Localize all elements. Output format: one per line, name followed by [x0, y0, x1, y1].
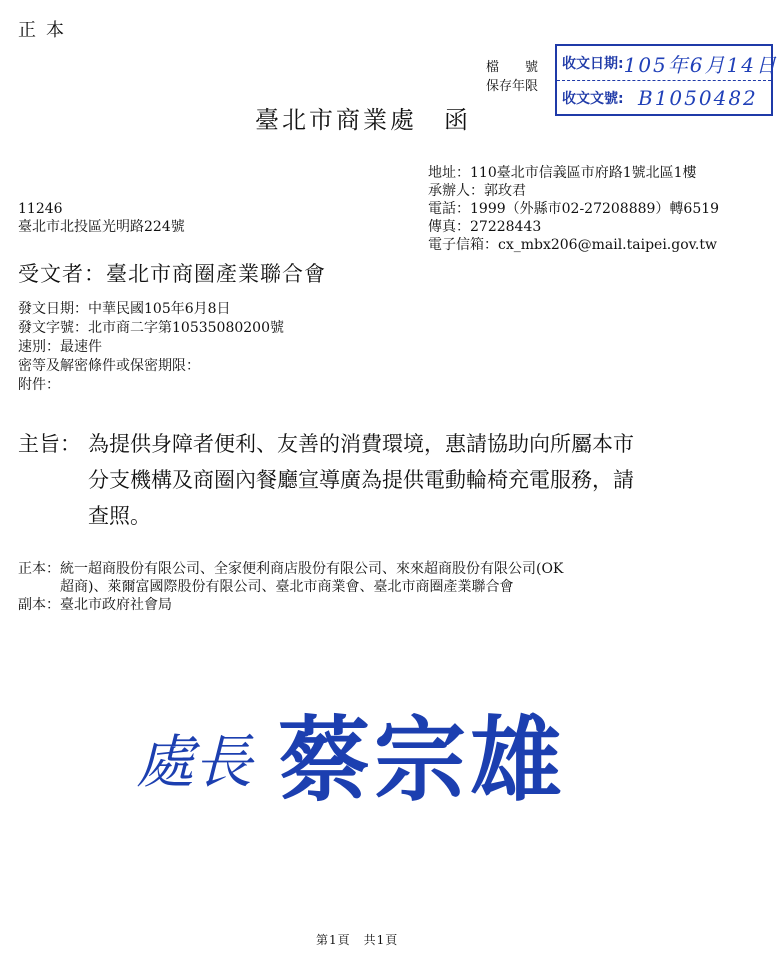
subject-line-2: 分支機構及商圈內餐廳宣導廣為提供電動輪椅充電服務，請 [88, 468, 634, 492]
stamp-date-row [557, 46, 778, 81]
signature-title: 處長 [136, 728, 253, 796]
sender-info [428, 164, 719, 254]
issue-date: 發文日期：中華民國105年6月8日 [18, 301, 231, 317]
doc-number: 發文字號：北市商二字第10535080200號 [18, 320, 284, 336]
stamp-date-label: 收文日期: [562, 56, 624, 72]
attachment: 附件： [18, 377, 60, 393]
postal-code: 11246 [18, 201, 63, 217]
subject-line-3: 查照。 [88, 504, 151, 528]
agency-title: 臺北市商業處 函 [255, 106, 471, 134]
recipient-address [18, 200, 185, 236]
subject-label: 主旨： [18, 432, 81, 456]
stamp-number-label: 收文文號: [562, 91, 624, 107]
sender-phone: 電話：1999（外縣市02-27208889）轉6519 [428, 201, 720, 217]
signature-stamp [128, 690, 578, 820]
copy-mark: 正本 [18, 20, 74, 41]
distribution [18, 560, 563, 614]
recipient: 受文者：臺北市商圈產業聯合會 [18, 262, 326, 286]
stamp-number-value: B1050482 [638, 86, 758, 110]
sender-email: 電子信箱：cx_mbx206@mail.taipei.gov.tw [428, 237, 717, 253]
secrecy: 密等及解密條件或保密期限： [18, 358, 200, 374]
signature-name: 蔡宗雄 [278, 706, 567, 814]
speed: 速別：最速件 [18, 339, 102, 355]
original-recipients-line-1: 正本：統一超商股份有限公司、全家便利商店股份有限公司、來來超商股份有限公司(OK [18, 561, 564, 577]
signature-seal [128, 690, 578, 820]
stamp-number-row [557, 81, 771, 115]
file-info [486, 58, 538, 96]
sender-handler: 承辦人：郭玫君 [428, 183, 526, 199]
recipient-street: 臺北市北投區光明路224號 [18, 219, 185, 235]
sender-address: 地址：110臺北市信義區市府路1號北區1樓 [428, 165, 697, 181]
original-recipients-line-2: 超商)、萊爾富國際股份有限公司、臺北市商業會、臺北市商圈產業聯合會 [18, 579, 514, 595]
document-meta [18, 300, 284, 395]
copy-recipients: 副本：臺北市政府社會局 [18, 597, 172, 613]
page-footer: 第1頁 共1頁 [316, 933, 399, 947]
stamp-date-value: 105年6月14日 [623, 52, 778, 77]
sender-fax: 傳真：27228443 [428, 219, 542, 235]
subject-line-1: 為提供身障者便利、友善的消費環境，惠請協助向所屬本市 [88, 432, 634, 456]
file-number-label: 檔 號 [486, 60, 539, 75]
retention-label: 保存年限 [486, 79, 539, 94]
receipt-stamp [555, 44, 778, 116]
